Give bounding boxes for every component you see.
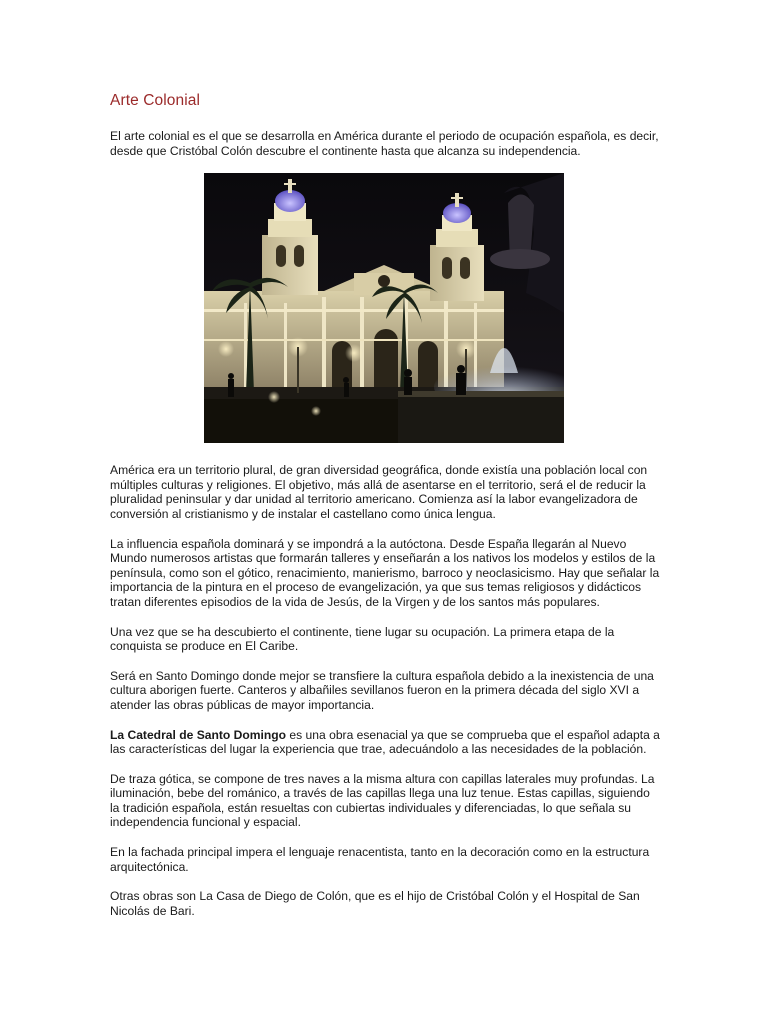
document-page (110, 92, 662, 933)
cathedral-photo (204, 173, 564, 443)
paragraph-1: América era un territorio plural, de gran diversidad geográfica, donde existía una población local con múltiples culturas y religiones. El objetivo, más allá de asentarse en el territorio, será el de reducir la pluralidad peninsular y dar unidad al territorio americano. Comienza así la labor evangelizadora de conversión al cristianismo y de instalar el castellano como única lengua. (110, 463, 648, 521)
intro-paragraph: El arte colonial es el que se desarrolla en América durante el periodo de ocupación española, es decir, desde que Cristóbal Colón descubre el continente hasta que alcanza su independencia. (110, 129, 659, 158)
paragraph-8: Otras obras son La Casa de Diego de Colón, que es el hijo de Cristóbal Colón y el Hospital de San Nicolás de Bari. (110, 889, 640, 918)
paragraph-4: Será en Santo Domingo donde mejor se transfiere la cultura española debido a la inexistencia de una cultura aborigen fuerte. Canteros y albañiles sevillanos fueron en la primera década del siglo XVI a atender las obras públicas de mayor importancia. (110, 668, 654, 712)
paragraph-catedral (110, 728, 662, 757)
paragraph-7: En la fachada principal impera el lenguaje renacentista, tanto en la decoración como en la estructura arquitectónica. (110, 845, 650, 874)
catedral-heading: La Catedral de Santo Domingo (110, 727, 287, 742)
page-title: Arte Colonial (110, 92, 201, 109)
paragraph-6: De traza gótica, se compone de tres naves a la misma altura con capillas laterales muy profundas. La iluminación, bebe del románico, a través de las capillas llega una luz tenue. Estas capillas, siguiendo la tradición española, están resueltas con cubiertas individuales y diferenciadas, lo que señala su independencia funcional y espacial. (110, 771, 655, 830)
catedral-text: es una obra esenacial ya que se comprueba que el español adapta a las características del lugar la experiencia que trae, adecuándolo a las necesidades de la población. (110, 727, 660, 757)
paragraph-3: Una vez que se ha descubierto el continente, tiene lugar su ocupación. La primera etapa de la conquista se produce en El Caribe. (110, 624, 615, 654)
paragraph-2: La influencia española dominará y se impondrá a la autóctona. Desde España llegarán al Nuevo Mundo numerosos artistas que formarán talleres y enseñarán a los nativos los modelos y estilos de la península, como son el gótico, renacimiento, manierismo, barroco y neoclasicismo. Hay que señalar la importancia de la pintura en el proceso de evangelización, ya que sus temas religiosos y didácticos tratan diferentes episodios de la vida de Jesús, de la Virgen y de los santos más populares. (110, 536, 660, 609)
